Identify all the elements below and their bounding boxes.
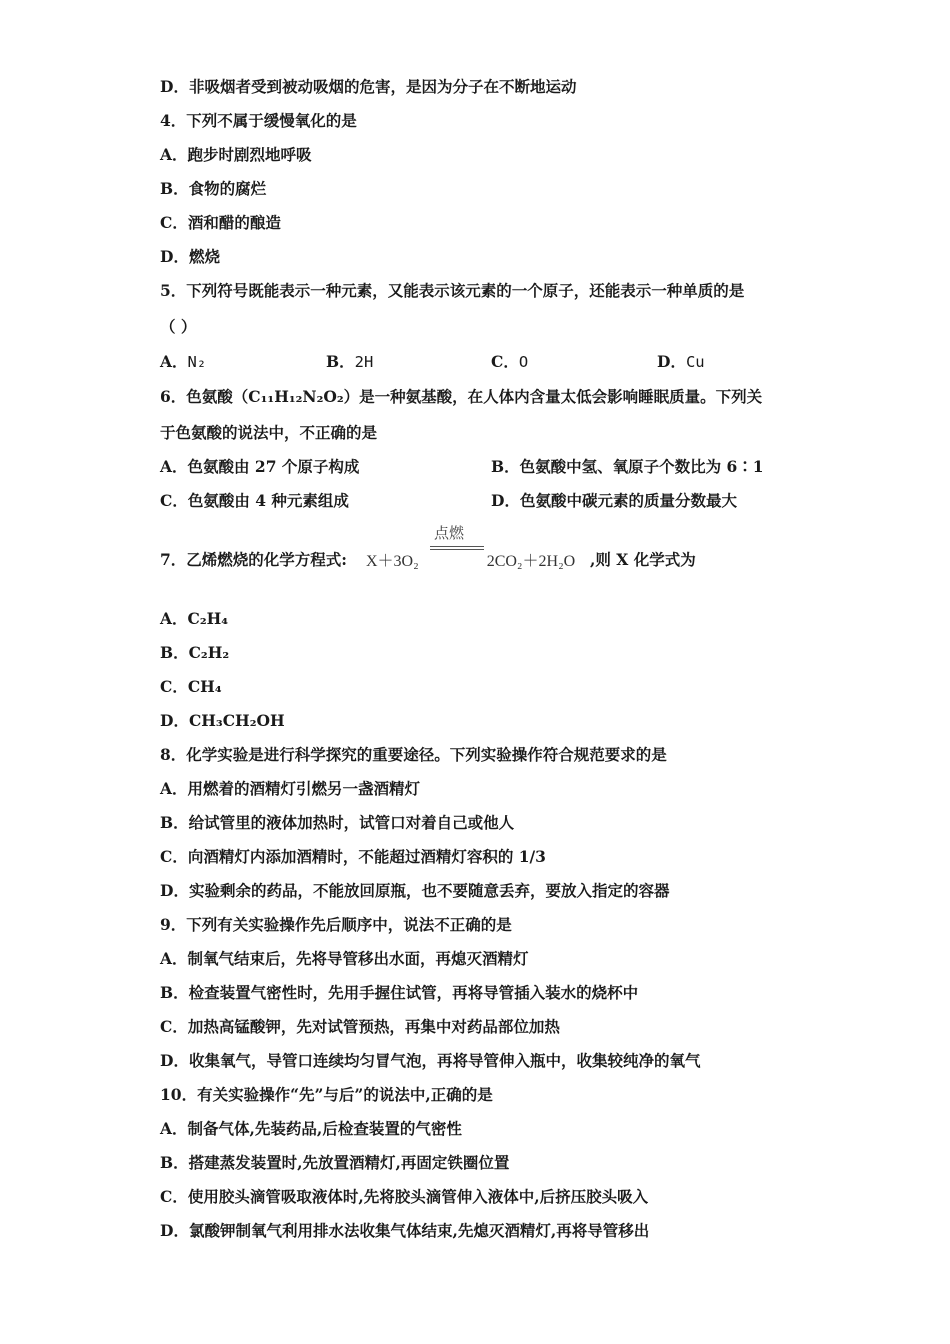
q10-option-b: B．搭建蒸发装置时,先放置酒精灯,再固定铁圈位置 [160, 1153, 510, 1172]
q7-option-c: C．CH₄ [160, 677, 222, 696]
q10-option-c: C．使用胶头滴管吸取液体时,先将胶头滴管伸入液体中,后挤压胶头吸入 [160, 1187, 649, 1206]
q5-option-value: O [518, 353, 529, 371]
q9-stem: 9．下列有关实验操作先后顺序中，说法不正确的是 [160, 915, 512, 934]
q5-option-a [160, 352, 206, 372]
q5-option-label: D． [657, 352, 686, 371]
q5-option-b [326, 352, 373, 372]
equation-arrow-line [430, 546, 484, 547]
q7-equation [366, 526, 576, 571]
equation-right: 2CO₂＋2H₂O [486, 553, 576, 570]
q4-option-a: A．跑步时剧烈地呼吸 [160, 145, 312, 164]
q5-option-d [657, 352, 705, 372]
q4-option-d: D．燃烧 [160, 247, 220, 266]
q8-option-a: A．用燃着的酒精灯引燃另一盏酒精灯 [160, 779, 421, 798]
q9-option-d: D．收集氧气，导管口连续均匀冒气泡，再将导管伸入瓶中，收集较纯净的氧气 [160, 1051, 701, 1070]
q6-option-c: C．色氨酸由 4 种元素组成 [160, 491, 349, 510]
q4-option-b: B．食物的腐烂 [160, 179, 267, 198]
q9-option-b: B．检查装置气密性时，先用手握住试管，再将导管插入装水的烧杯中 [160, 983, 639, 1002]
q4-stem: 4．下列不属于缓慢氧化的是 [160, 111, 357, 130]
q7-option-d: D．CH₃CH₂OH [160, 711, 285, 730]
q4-option-c: C．酒和醋的酿造 [160, 213, 281, 232]
equation-left: X＋3O₂ [366, 553, 419, 570]
q8-stem: 8．化学实验是进行科学探究的重要途径。下列实验操作符合规范要求的是 [160, 745, 667, 764]
q6-stem-line2: 于色氨酸的说法中，不正确的是 [160, 423, 378, 442]
q8-option-c: C．向酒精灯内添加酒精时，不能超过酒精灯容积的 1/3 [160, 847, 546, 866]
q6-stem-line1: 6．色氨酸（C₁₁H₁₂N₂O₂）是一种氨基酸，在人体内含量太低会影响睡眠质量。下列关 [160, 387, 763, 406]
q8-option-b: B．给试管里的液体加热时，试管口对着自己或他人 [160, 813, 515, 832]
q10-option-a: A．制备气体,先装药品,后检查装置的气密性 [160, 1119, 462, 1138]
q7-option-a: A．C₂H₄ [160, 609, 229, 628]
q7-stem-suffix: ,则 X 化学式为 [590, 550, 696, 569]
q5-option-value: 2H [354, 353, 374, 371]
q5-option-label: A． [160, 352, 188, 371]
q9-option-a: A．制氧气结束后，先将导管移出水面，再熄灭酒精灯 [160, 949, 529, 968]
q6-option-b: B．色氨酸中氢、氧原子个数比为 6∶1 [491, 457, 764, 476]
q9-option-c: C．加热高锰酸钾，先对试管预热，再集中对药品部位加热 [160, 1017, 560, 1036]
q5-option-value: N₂ [187, 353, 207, 371]
q10-option-d: D．氯酸钾制氧气利用排水法收集气体结束,先熄灭酒精灯,再将导管移出 [160, 1221, 650, 1240]
q6-option-d: D．色氨酸中碳元素的质量分数最大 [491, 491, 737, 510]
q5-stem: 5．下列符号既能表示一种元素，又能表示该元素的一个原子，还能表示一种单质的是 [160, 281, 745, 300]
equation-arrow-line [430, 549, 484, 550]
q10-stem: 10．有关实验操作“先”与后”的说法中,正确的是 [160, 1085, 493, 1104]
q7-option-b: B．C₂H₂ [160, 643, 230, 662]
q5-option-label: C． [491, 352, 519, 371]
q5-option-value: Cu [685, 353, 705, 371]
q7-stem-prefix: 7．乙烯燃烧的化学方程式: [160, 550, 348, 569]
q5-answer-blank: （ ） [160, 317, 197, 336]
q8-option-d: D．实验剩余的药品，不能放回原瓶，也不要随意丢弃，要放入指定的容器 [160, 881, 670, 900]
q5-option-c [491, 352, 528, 372]
q5-option-label: B． [326, 352, 355, 371]
q6-option-a: A．色氨酸由 27 个原子构成 [160, 457, 360, 476]
equation-condition: 点燃 [434, 526, 465, 542]
q3-option-d: D．非吸烟者受到被动吸烟的危害，是因为分子在不断地运动 [160, 77, 577, 96]
